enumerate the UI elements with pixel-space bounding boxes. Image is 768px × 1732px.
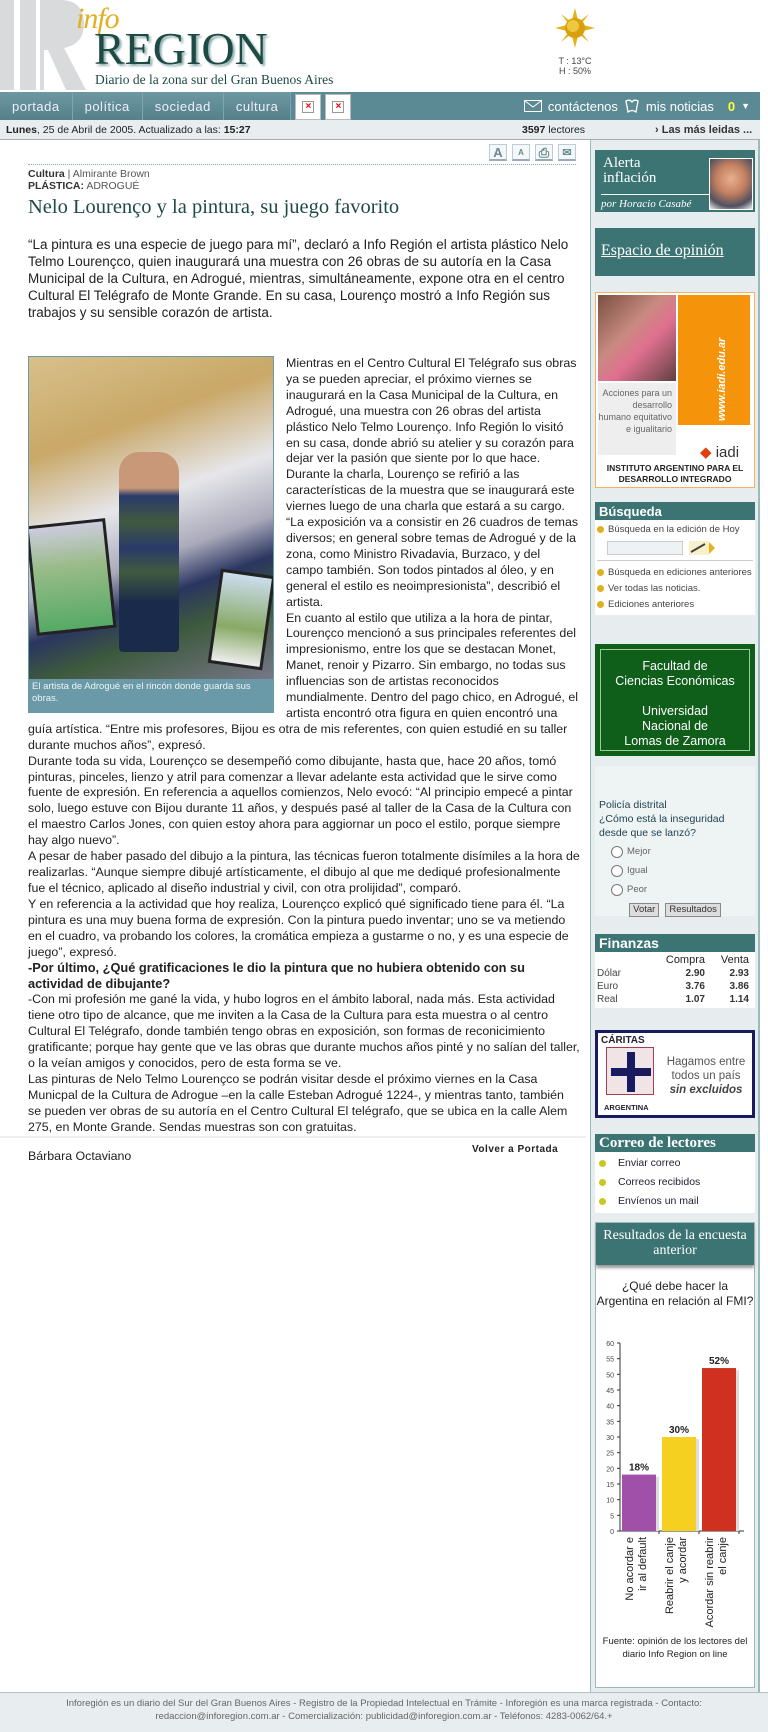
search-go-icon[interactable] [689, 540, 715, 556]
poll-question: ¿Cómo está la inseguridad desde que se lanzó? [599, 813, 725, 839]
divider [28, 164, 576, 165]
finance-row: Euro 3.76 3.86 [597, 981, 749, 992]
past-editions-link[interactable]: Ediciones anteriores [608, 599, 695, 610]
facultad-ad[interactable]: Facultad de Ciencias Económicas Universidad Nacional de Lomas de Zamora [595, 644, 755, 756]
svg-text:50: 50 [606, 1372, 614, 1380]
reader-mail-heading: Correo de lectores [595, 1134, 755, 1152]
radio-button[interactable] [611, 846, 623, 858]
article-title: Nelo Lourenço y la pintura, su juego favorito [28, 196, 400, 218]
interview-question: -Por último, ¿Qué gratificaciones le dio la pintura que no hubiera obtenido con su actividad de dibujante? [28, 960, 525, 992]
article-paragraph: Durante toda su vida, Lourençco se desempeñó como dibujante, hasta que, hace 20 años, tomó pinturas, pinceles, lienzo y atril para comenzar a llevar adelante esta actividad que le sirve como fuente de expresión. En referencia a aquellos comienzos, Nelo evocó: “Al principio empecé a pintar solo, luego estuve con Bijou durante 11 años, y después pasé al taller de la Casa de la Cultura con el maestro Carlos Jones, con quien estoy ahora para aggiornar un poco el estilo, porque siempre hay algo nuevo”. [28, 753, 573, 848]
svg-text:45: 45 [606, 1388, 614, 1395]
svg-text:35: 35 [606, 1419, 614, 1427]
poll-results-question: ¿Qué debe hacer la Argentina en relación al FMI? [596, 1279, 754, 1308]
svg-text:20: 20 [606, 1466, 614, 1474]
article-paragraph: En cuanto al estilo que utiliza a la hora de pintar, Lourençco mencionó a sus principales referentes del impresionismo, entre los que se destacan Monet, Manet, renoir y Pizarro. Sin embargo, no todas sus influencias son de artistas reconocidos mundialmente. Dentro del pago chico, en Adrogué, el artista encontró otra figura en quien encontró una guía artística. “Entre mis profesores, Bijou es otra de mis referentes, con quien estudié en su taller durante muchos años”, expresó. [28, 610, 579, 752]
article-column [0, 140, 590, 1692]
back-to-home-link[interactable]: Volver a Portada [472, 1144, 559, 1155]
mis-noticias-count[interactable]: 0 [727, 98, 736, 114]
send-mail-link[interactable]: Enviar correo [618, 1157, 681, 1169]
caritas-ad[interactable] [595, 1030, 755, 1118]
article-tools [489, 144, 576, 161]
alerta-inflacion-banner[interactable] [595, 150, 755, 212]
caritas-slogan: Hagamos entre todos un país sin excluidos [666, 1056, 746, 1096]
svg-text:y acordar: y acordar [677, 1537, 689, 1583]
tab-broken-image-2[interactable] [325, 94, 351, 120]
tab-portada[interactable]: portada [0, 92, 73, 120]
svg-text:15: 15 [606, 1482, 614, 1489]
iadi-ad[interactable] [595, 292, 755, 488]
vote-button[interactable]: Votar [629, 903, 659, 917]
article-paragraph: Y en referencia a la actividad que hoy realiza, Lourençco explicó qué significado tiene para él. “La pintura es una muy buena forma de expresión. Con la pintura puedo inventar; uno se va metiendo en el cuadro, va probando los colores, la cromática empieza a gustarme o no, y es una especie de juego”, expresó. [28, 896, 569, 959]
ad-orange-panel [678, 295, 750, 425]
finance-header-row: Compra Venta [665, 954, 749, 966]
main-nav [0, 92, 760, 120]
article-author: Bárbara Octaviano [28, 1149, 132, 1164]
poll-results-source: Fuente: opinión de los lectores del diario Info Region on line [602, 1636, 748, 1660]
svg-text:55: 55 [606, 1356, 614, 1364]
all-news-link[interactable]: Ver todas las noticias. [608, 583, 701, 594]
caritas-country: ARGENTINA [604, 1103, 649, 1112]
poll-widget [595, 766, 755, 916]
tab-cultura[interactable]: cultura [224, 92, 292, 120]
envelope-icon [524, 100, 542, 112]
search-heading: Búsqueda [595, 502, 755, 520]
section-link[interactable]: Cultura [28, 168, 65, 180]
date-bar [0, 120, 760, 140]
iadi-logo-icon: ◆ [700, 444, 712, 461]
article-paragraph: Mientras en el Centro Cultural El Telégrafo sus obras ya se pueden apreciar, el próximo viernes se inaugurará en la Casa Municipal de la Cultura, en Adrogué, una muestra con 26 obras del artista plástico Nelo Telmo Lourenço. Info Región lo visitó en su casa, donde abrió su atelier y su corazón para dejar ver la pasión que siente por lo que hace. [286, 356, 577, 466]
newspaper-icon [624, 98, 640, 114]
article-paragraph: Las pinturas de Nelo Telmo Lourençco se podrán visitar desde el próximo viernes en la Casa Municpal de la Cultura de Adrogue –en la calle Esteban Adrogué 1224-, y mientras tanto, también se pueden ver obras de su autoría en el Centro Cultural El telégrafo, que se ubica en la calle Alem 275, en Monte Grande. Sendas muestras son con gratuitas. [28, 1071, 568, 1134]
font-decrease-button[interactable]: A [512, 144, 530, 161]
svg-text:ir al default: ir al default [637, 1537, 649, 1591]
svg-text:10: 10 [606, 1497, 614, 1505]
sun-icon [555, 8, 595, 48]
article-paragraph: Durante la charla, Lourenço se refirió a las características de la muestra que se inaugurará este viernes luego de una charla que estará a su cargo. “La exposición va a consistir en 26 cuadros de temas diversos; en general sobre temas de Adrogué y de la zona, como Ministro Rivadavia, Burzaco, y del campo también. Son todos pintados al óleo, y en general el estilo es neoimpresionista”, describió el artista. [286, 467, 579, 609]
locality: | Almirante Brown [64, 168, 150, 180]
tab-politica[interactable]: política [73, 92, 143, 120]
ad-institute-name: INSTITUTO ARGENTINO PARA EL DESARROLLO INTEGRADO [606, 463, 744, 484]
reader-mail-box [595, 1134, 755, 1213]
tab-broken-image-1[interactable] [295, 94, 321, 120]
bullet-icon [599, 1198, 606, 1205]
search-box [595, 502, 755, 615]
ad-photo [598, 295, 676, 381]
poll-results-heading: Resultados de la encuesta anterior [596, 1223, 754, 1265]
alerta-byline: por Horacio Casabé [601, 198, 692, 210]
bullet-icon [597, 601, 604, 608]
font-increase-button[interactable]: A [489, 144, 507, 161]
humidity: H : 50% [558, 66, 591, 76]
finance-heading: Finanzas [595, 934, 755, 952]
site-header [0, 0, 768, 92]
caritas-name: CÁRITAS [601, 1035, 645, 1046]
ad-url: www.iadi.edu.ar [716, 337, 728, 421]
alerta-title: Alerta [603, 155, 641, 171]
mis-noticias-link[interactable]: mis noticias [645, 98, 714, 114]
weekday: Lunes [6, 124, 37, 136]
broken-image-icon: × [302, 101, 314, 113]
ad-slogan: Acciones para un desarrollo humano equitativo e igualitario [598, 383, 676, 455]
article-paragraph: A pesar de haber pasado del dibujo a la pintura, las técnicas fueron totalmente disímiles a la hora de realizarlas. “Aunque siempre dibujé artísticamente, el dibujo al que me dediqué profesionalmente fue el técnico, aplicado al diseño industrial y civil, con otra prolijidad”, comparó. [28, 849, 580, 895]
broken-image-icon: × [332, 101, 344, 113]
alerta-title-2: inflación [603, 170, 657, 186]
received-mail-link[interactable]: Correos recibidos [618, 1176, 701, 1188]
bullet-icon [599, 1160, 606, 1167]
bullet-icon [597, 526, 604, 533]
interview-answer: -Con mi profesión me gané la vida, y hubo logros en el ámbito laboral, nada más. Esta actividad tiene otro tipo de alcance, que me inviten a la Casa de la Cultura para esta muestra o al centro Cultural El Telégrafo, donde también tengo obras en exposición, son formas de reconicimiento gratificante; porque hay gente que ve las obras que durante muchos años pinté y no salían del taller, o la veían amigos y conocidos, pero de esta forma se ve. [28, 992, 580, 1070]
logo-r-mark [0, 0, 86, 90]
finance-box [595, 934, 755, 1008]
previous-poll-results [595, 1222, 755, 1688]
svg-text:30: 30 [606, 1435, 614, 1442]
sidebar [590, 140, 760, 1692]
kicker-label: PLÁSTICA: [28, 180, 84, 192]
svg-text:0: 0 [610, 1529, 614, 1536]
poll-topic: Policía distrital [599, 799, 667, 811]
mas-leidas-link[interactable]: › Las más leidas ... [655, 124, 753, 136]
bullet-icon [597, 585, 604, 592]
date-text: , 25 de Abril de 2005. Actualizado a las: [36, 124, 224, 136]
svg-text:Reabrir el canje: Reabrir el canje [664, 1537, 676, 1615]
svg-text:18%: 18% [628, 1462, 650, 1474]
svg-text:el canje: el canje [717, 1537, 729, 1575]
svg-text:Acordar sin reabrir: Acordar sin reabrir [704, 1537, 716, 1628]
email-article-button[interactable]: ✉ [558, 144, 576, 161]
iadi-logo: ◆ iadi [700, 444, 740, 461]
search-archive-link[interactable]: Búsqueda en ediciones anteriores [608, 567, 752, 578]
poll-option-igual[interactable]: Igual [611, 861, 751, 880]
espacio-opinion-banner[interactable] [595, 228, 755, 276]
results-button[interactable]: Resultados [665, 903, 721, 917]
svg-text:5: 5 [610, 1513, 614, 1521]
svg-text:60: 60 [606, 1341, 614, 1348]
finance-row: Real 1.07 1.14 [597, 994, 749, 1005]
email-us-link[interactable]: Envíenos un mail [618, 1195, 699, 1207]
svg-text:52%: 52% [708, 1356, 730, 1368]
poll-option-mejor[interactable]: Mejor [611, 842, 751, 861]
svg-text:No acordar e: No acordar e [624, 1537, 636, 1601]
chevron-down-icon[interactable]: ▼ [741, 101, 750, 111]
temperature: T : 13°C [558, 56, 592, 66]
update-time: 15:27 [223, 124, 251, 136]
svg-text:25: 25 [606, 1450, 614, 1458]
site-footer [0, 1692, 768, 1732]
bullet-icon [599, 1179, 606, 1186]
weather-widget [545, 8, 605, 76]
reader-count: 3597 lectores [522, 124, 586, 136]
footer-line-2: redaccion@inforegion.com.ar - Comercialización: publicidad@inforegion.com.ar - Teléfonos: 4283-0062/64.+ [155, 1711, 613, 1722]
site-tagline: Diario de la zona sur del Gran Buenos Aires [95, 72, 334, 87]
photo-caption: El artista de Adrogué en el rincón donde guarda sus obras. [32, 681, 251, 704]
radio-button[interactable] [611, 884, 623, 896]
tab-sociedad[interactable]: sociedad [143, 92, 224, 120]
logo-region[interactable]: REGION [94, 23, 268, 74]
finance-row: Dólar 2.90 2.93 [597, 968, 749, 979]
poll-option-peor[interactable]: Peor [611, 880, 751, 899]
poll-results-chart [596, 1331, 754, 1631]
footer-line-1: Inforegión es un diario del Sur del Gran Buenos Aires - Registro de la Propiedad Intelectual en Trámite - Inforegión es una marca registrada - Contacto: [66, 1698, 702, 1709]
kicker-place: ADROGUÉ [84, 180, 140, 192]
radio-button[interactable] [611, 865, 623, 877]
divider [0, 1136, 586, 1138]
print-button[interactable]: ⎙ [535, 144, 553, 161]
article-lead: “La pintura es una especie de juego para mí”, declaró a Info Región el artista plástico Nelo Telmo Lourençco, quien inaugurará una muestra con 26 obras de su autoría en la Casa Municipal de la Cultura, en Adrogué, mientras, simultáneamente, expone otra en el centro Cultural El Telégrafo de Monte Grande. En su casa, Lourenço mostró a Info Región sus trabajos y su sensible corazón de artista. [28, 237, 569, 320]
columnist-photo [709, 158, 753, 210]
caritas-cross-icon [606, 1047, 654, 1095]
breadcrumb [28, 168, 150, 192]
bullet-icon [597, 569, 604, 576]
search-input[interactable] [607, 541, 683, 555]
svg-text:40: 40 [606, 1403, 614, 1411]
opinion-title: Espacio de opinión [601, 242, 724, 259]
contact-link[interactable]: contáctenos [547, 98, 618, 114]
logo-info[interactable]: info [76, 2, 119, 35]
article-body [28, 356, 580, 1165]
search-today-label: Búsqueda en la edición de Hoy [608, 524, 740, 535]
svg-text:30%: 30% [668, 1425, 690, 1436]
